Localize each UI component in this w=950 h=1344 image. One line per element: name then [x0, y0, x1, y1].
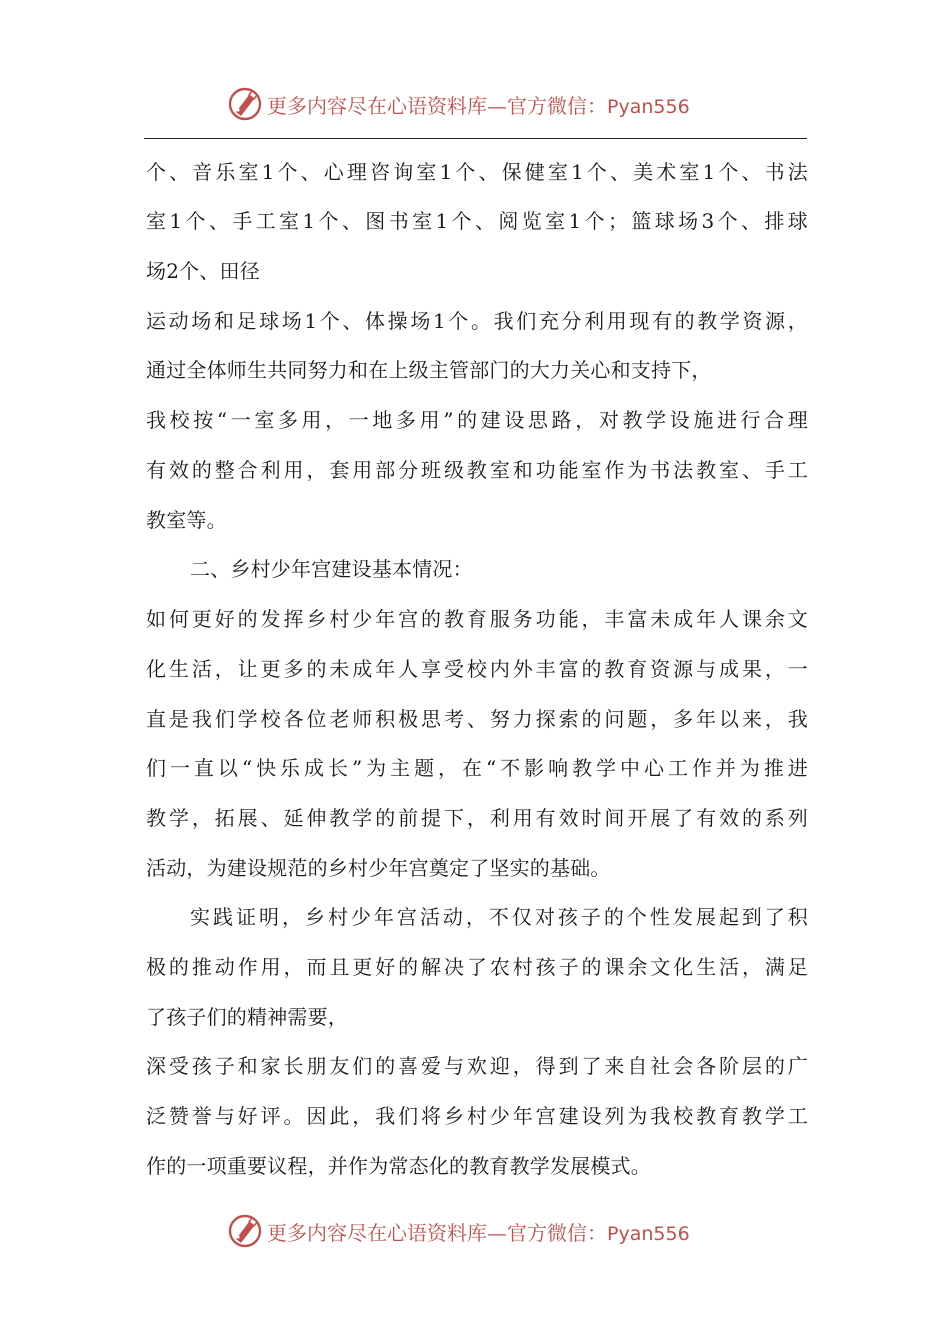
footer-banner-text: [267, 1217, 690, 1246]
footer-banner: [0, 1211, 950, 1251]
footer-banner-cn: 更多内容尽在心语资料库—官方微信：: [267, 1220, 607, 1245]
body-line: 们一直以“快乐成长”为主题，在“不影响教学中心工作并为推进: [146, 756, 808, 780]
header-rule: [144, 138, 807, 139]
pen-nib-logo-icon: [227, 1213, 263, 1249]
body-line: 有效的整合利用，套用部分班级教室和功能室作为书法教室、手工: [146, 458, 808, 482]
body-line: 了孩子们的精神需要，: [146, 1005, 348, 1029]
body-line: 个、音乐室1个、心理咨询室1个、保健室1个、美术室1个、书法: [146, 160, 808, 184]
body-line: 作的一项重要议程，并作为常态化的教育教学发展模式。: [146, 1154, 651, 1178]
footer-banner-wechat-id: Pyan556: [607, 1222, 690, 1245]
body-line: 极的推动作用，而且更好的解决了农村孩子的课余文化生活，满足: [146, 955, 808, 979]
body-line: 室1个、手工室1个、图书室1个、阅览室1个；篮球场3个、排球: [146, 209, 808, 233]
body-line: 通过全体师生共同努力和在上级主管部门的大力关心和支持下，: [146, 358, 712, 382]
body-line: 直是我们学校各位老师积极思考、努力探索的问题，多年以来，我: [146, 707, 808, 731]
body-line: 泛赞誉与好评。因此，我们将乡村少年宫建设列为我校教育教学工: [146, 1104, 808, 1128]
section-heading: 二、乡村少年宫建设基本情况：: [190, 557, 473, 581]
header-banner-wechat-id: Pyan556: [607, 95, 690, 118]
body-line: 活动，为建设规范的乡村少年宫奠定了坚实的基础。: [146, 856, 611, 880]
body-line: 实践证明，乡村少年宫活动，不仅对孩子的个性发展起到了积: [190, 905, 808, 929]
body-line: 化生活，让更多的未成年人享受校内外丰富的教育资源与成果，一: [146, 657, 808, 681]
body-line: 我校按“一室多用，一地多用”的建设思路，对教学设施进行合理: [146, 408, 808, 432]
header-banner-text: [267, 90, 690, 119]
pen-nib-logo-icon: [227, 86, 263, 122]
body-line: 深受孩子和家长朋友们的喜爱与欢迎，得到了来自社会各阶层的广: [146, 1054, 808, 1078]
body-line: 运动场和足球场1个、体操场1个。我们充分利用现有的教学资源，: [146, 309, 808, 333]
body-line: 场2个、田径: [146, 259, 260, 283]
body-line: 教室等。: [146, 508, 227, 532]
header-banner-cn: 更多内容尽在心语资料库—官方微信：: [267, 93, 607, 118]
body-line: 如何更好的发挥乡村少年宫的教育服务功能，丰富未成年人课余文: [146, 607, 808, 631]
body-line: 教学，拓展、延伸教学的前提下，利用有效时间开展了有效的系列: [146, 806, 808, 830]
header-banner: [0, 84, 950, 124]
